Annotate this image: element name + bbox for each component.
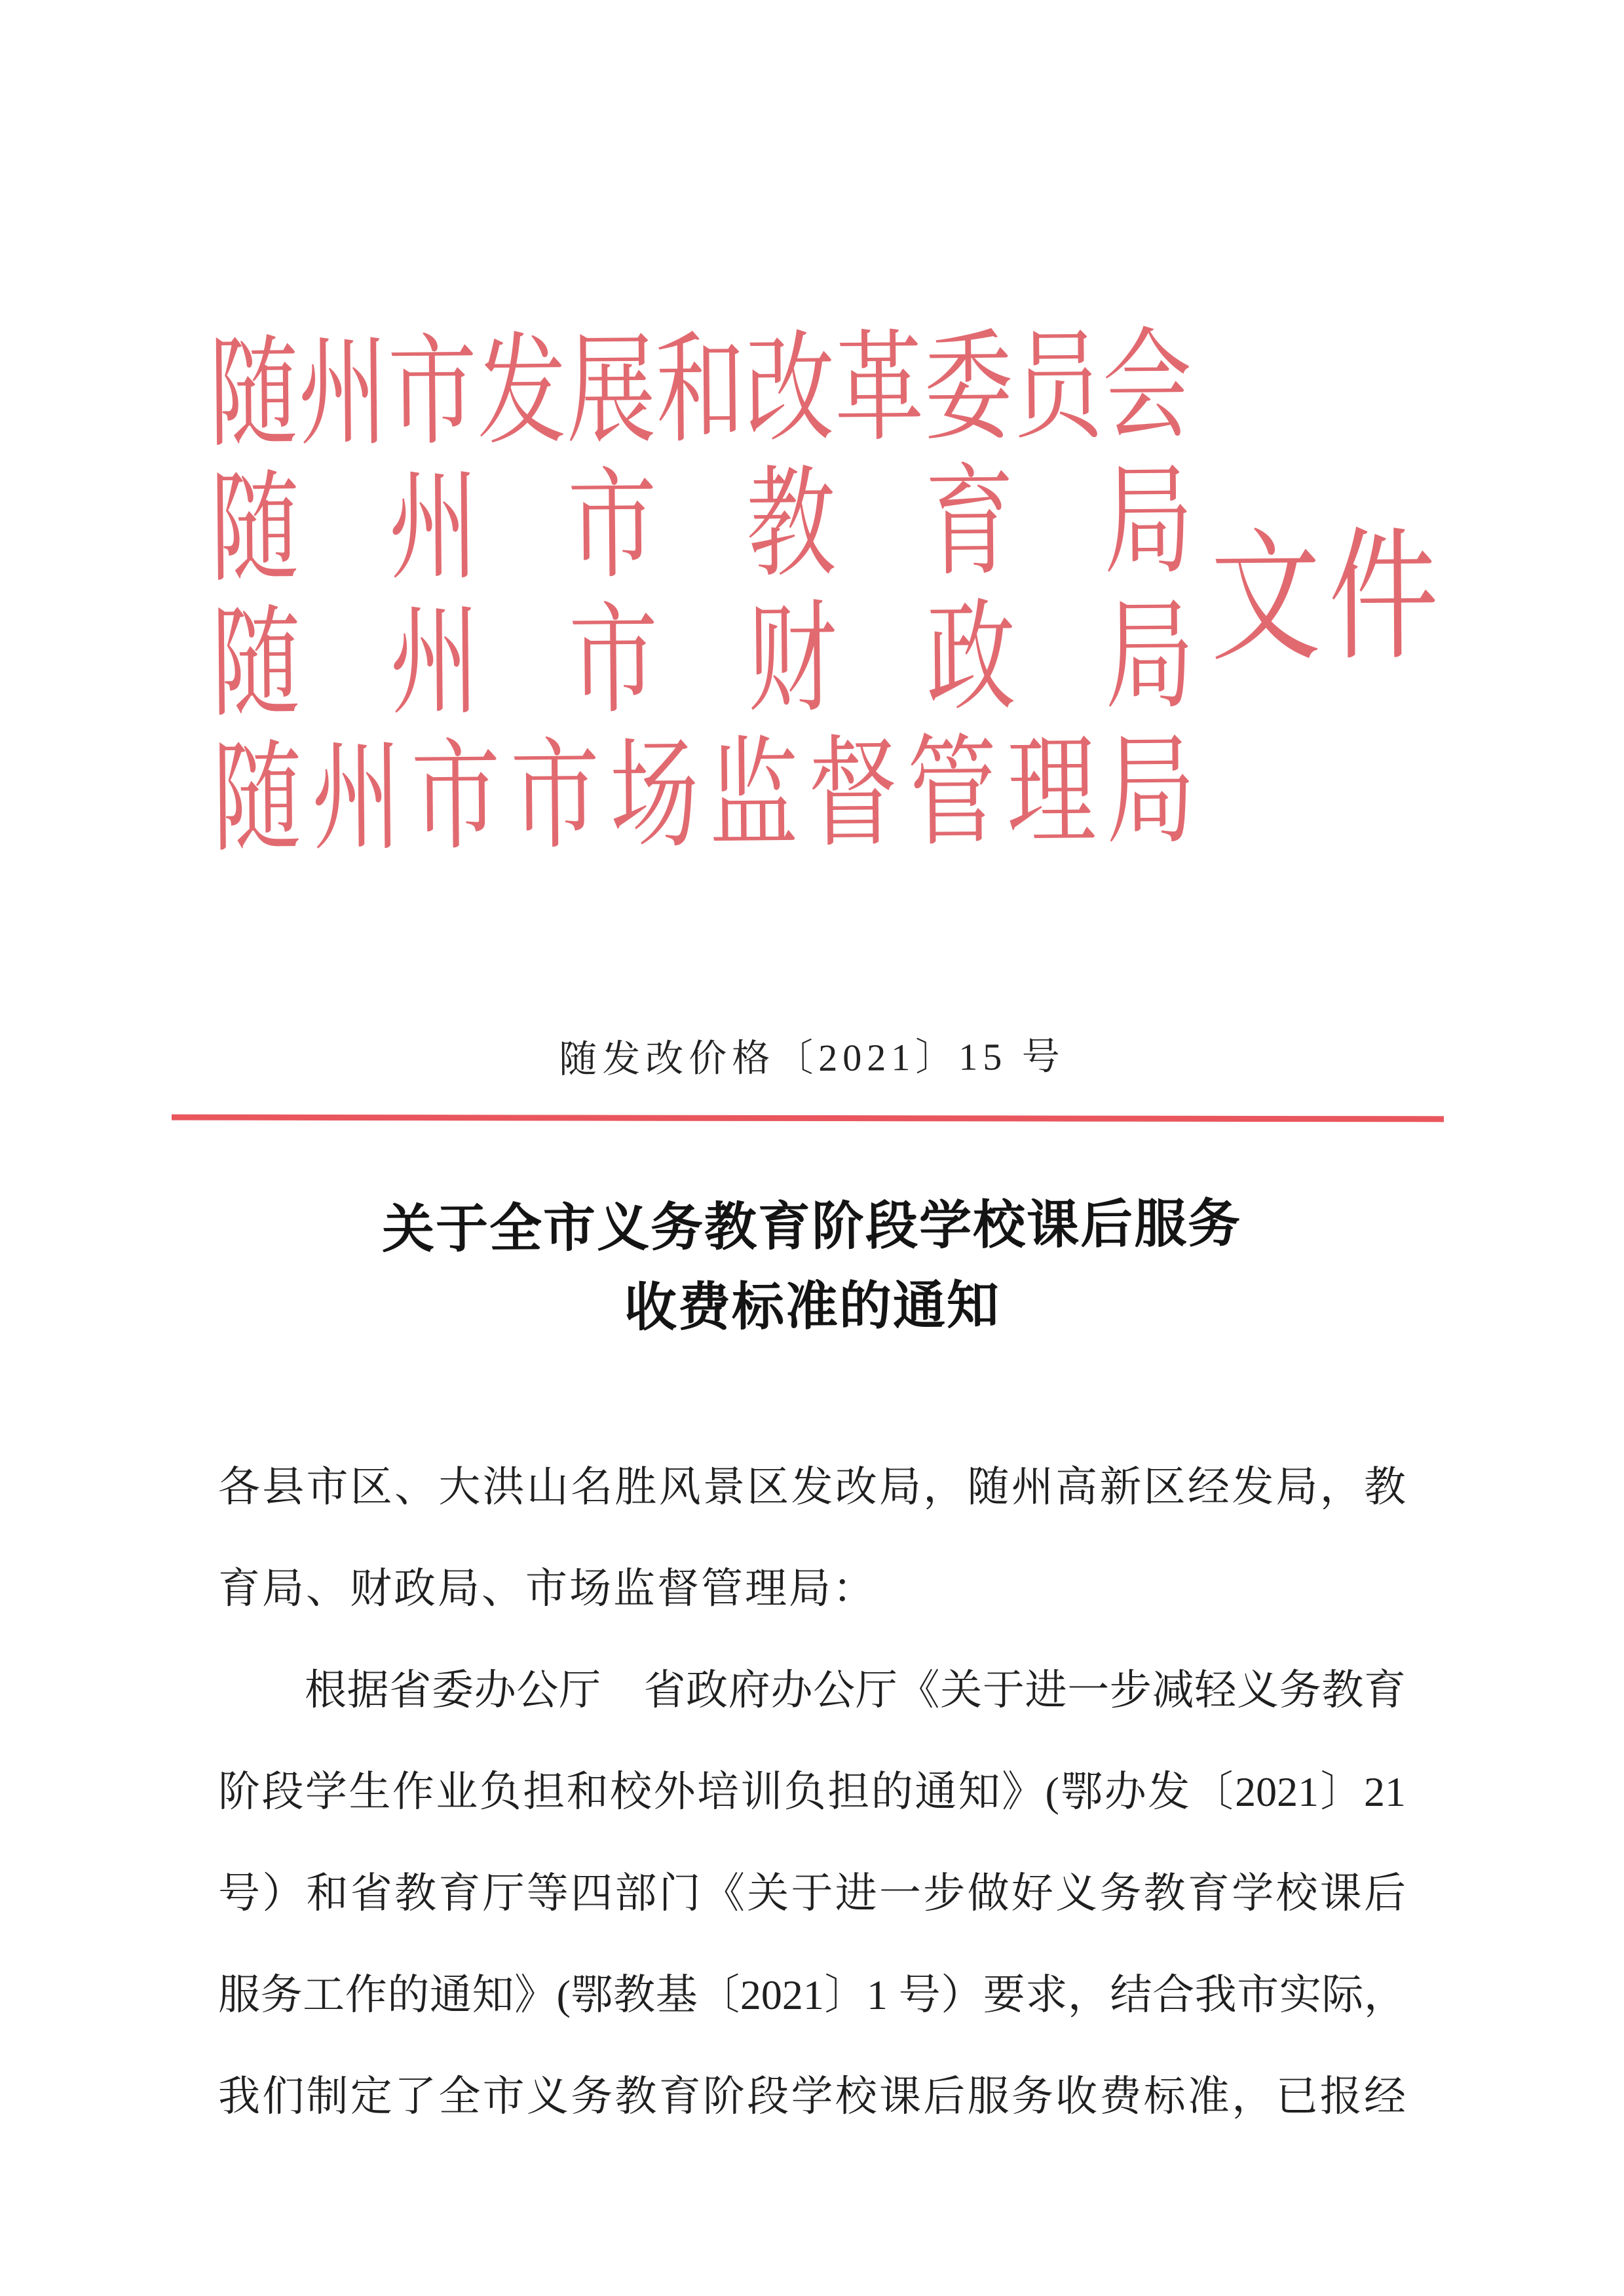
agency-char: 育 (924, 457, 1015, 591)
agency-char: 和 (655, 324, 746, 458)
red-divider-line (172, 1115, 1444, 1122)
agency-char: 理 (1006, 726, 1097, 860)
agency-name-line (211, 589, 1195, 733)
agency-name-line (208, 319, 1192, 463)
doc-reference-number: 随发改价格〔2021〕15 号 (559, 1035, 1065, 1081)
agency-name-line (210, 454, 1194, 598)
agency-char: 教 (746, 458, 837, 592)
agency-char: 管 (907, 727, 998, 861)
agency-char: 随 (210, 463, 301, 597)
agency-char: 随 (211, 598, 301, 732)
agency-char: 局 (1104, 590, 1195, 724)
agency-name-line (212, 724, 1196, 868)
document-title (0, 1181, 1624, 1352)
body-text-line: 服务工作的通知》(鄂教基〔2021〕1 号）要求，结合我市实际， (218, 1972, 1406, 2018)
agency-char: 会 (1102, 320, 1193, 454)
body-text-line: 各县市区、大洪山名胜风景区发改局，随州高新区经发局，教 (218, 1464, 1406, 1510)
agency-char: 市 (510, 731, 601, 864)
agency-char: 随 (208, 328, 299, 462)
document-body (218, 1436, 1406, 2147)
agency-char: 展 (565, 325, 656, 459)
agency-char: 革 (834, 322, 924, 457)
agency-char: 市 (567, 460, 658, 594)
agency-char: 随 (212, 733, 303, 867)
agency-char: 局 (1103, 455, 1194, 589)
body-text-line: 号）和省教育厅等四部门《关于进一步做好义务教育学校课后 (218, 1870, 1406, 1917)
agency-char: 改 (744, 323, 835, 457)
agency-char: 委 (923, 322, 1014, 456)
agency-char: 州 (389, 596, 480, 731)
agency-char: 市 (410, 731, 501, 866)
agency-char: 督 (808, 728, 898, 862)
title-line-2: 收费标准的通知 (624, 1276, 1001, 1338)
doc-type-label: 文件 (1210, 518, 1447, 679)
agency-char: 州 (311, 732, 402, 866)
agency-char: 财 (747, 593, 838, 727)
agency-char: 监 (708, 729, 799, 863)
agency-char: 发 (476, 326, 567, 460)
body-text-line: 育局、财政局、市场监督管理局： (218, 1565, 877, 1612)
agency-char: 员 (1012, 321, 1103, 455)
body-text-line: 我们制定了全市义务教育阶段学校课后服务收费标准，已报经 (218, 2073, 1406, 2120)
agency-char: 政 (926, 592, 1016, 726)
agency-char: 场 (609, 729, 700, 864)
agency-char: 市 (387, 326, 478, 461)
body-text-line: 阶段学生作业负担和校外培训负担的通知》(鄂办发〔2021〕21 (218, 1769, 1406, 1815)
body-text-line: 根据省委办公厅 省政府办公厅《关于进一步减轻义务教育 (305, 1667, 1406, 1713)
letterhead-issuing-agencies (208, 319, 1196, 868)
agency-char: 州 (388, 461, 479, 596)
agency-char: 州 (297, 327, 388, 461)
agency-char: 局 (1105, 725, 1196, 859)
title-line-1: 关于全市义务教育阶段学校课后服务 (381, 1195, 1242, 1259)
agency-char: 市 (568, 595, 659, 729)
